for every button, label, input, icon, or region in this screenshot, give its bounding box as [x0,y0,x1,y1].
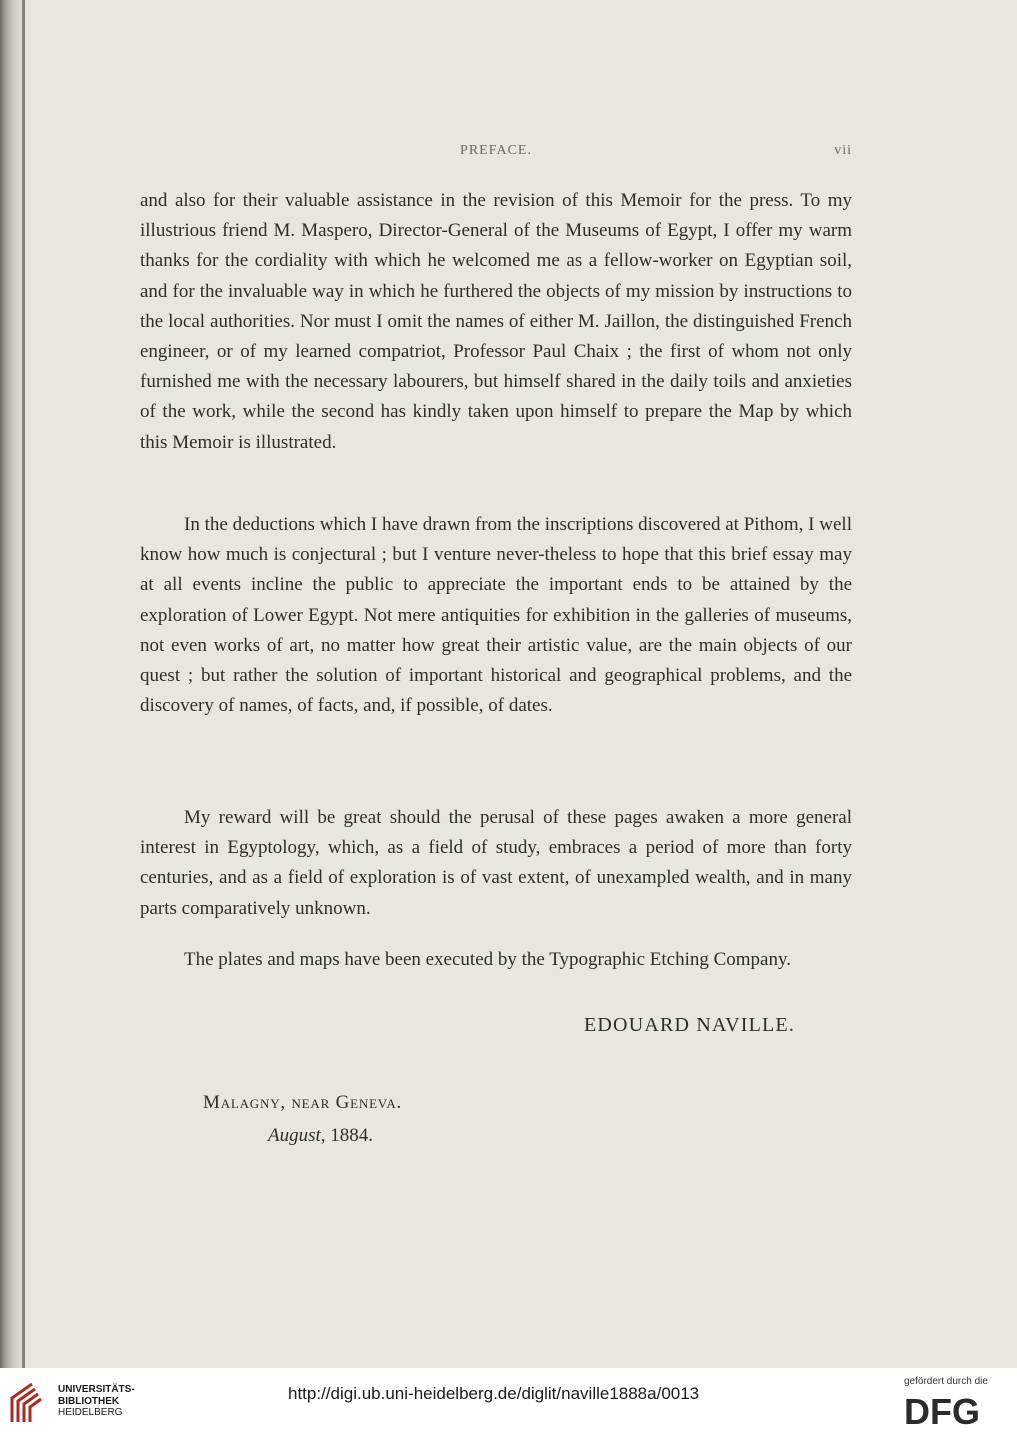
date-month: August [268,1125,321,1146]
paragraph-acknowledgements: and also for their valuable assistance in the revision of this Memoir for the press. To my illustrious friend M. Maspero, Director-General of the Museums of Egypt, I offer my warm thanks for the cordiality with which he welcomed me as a fellow-worker on Egyptian soil, and for the invaluable way in which he furthered the objects of my mission by instructions to the local authorities. Nor must I omit the names of either M. Jaillon, the distinguished French engineer, or of my learned compatriot, Professor Paul Chaix ; the first of whom not only furnished me with the necessary labourers, but himself shared in the daily toils and anxieties of the work, while the second has kindly taken upon himself to prepare the Map by which this Memoir is illustrated. [140,190,852,453]
page-number: vii [834,143,852,158]
paragraph-plates: The plates and maps have been executed by the Typographic Etching Company. [184,949,792,970]
viewer-footer [0,1368,1017,1440]
library-line-1: UNIVERSITÄTS- [58,1384,135,1395]
dfg-logo-text: DFG [904,1394,980,1428]
library-name [58,1384,135,1419]
library-line-2: BIBLIOTHEK [58,1395,120,1407]
place-line: Malagny, near Geneva. [203,1092,403,1113]
funding-note: gefördert durch die [904,1376,988,1387]
running-head [140,143,852,163]
date-line [268,1125,373,1147]
library-line-3: HEIDELBERG [58,1407,123,1418]
running-title: PREFACE. [460,143,532,158]
paragraph-deductions: In the deductions which I have drawn from the inscriptions discovered at Pithom, I well know how much is conjectural ; but I venture never-theless to hope that this brief essay may at all events incline the public to appreciate the important ends to be attained by the exploration of Lower Egypt. Not mere antiquities for exhibition in the galleries of museums, not even works of art, no matter how great their artistic value, are the main objects of our quest ; but rather the solution of important historical and geographical problems, and the discovery of names, of facts, and, if possible, of dates. [140,514,852,717]
binding-line [22,0,25,1368]
dfg-logo-icon [904,1394,1006,1428]
library-logo-icon [8,1380,54,1426]
paragraph-reward: My reward will be great should the perusal of these pages awaken a more general interest in Egyptology, which, as a field of study, embraces a period of more than forty centuries, and as a field of exploration is of vast extent, of unexampled wealth, and in many parts comparatively unknown. [140,807,852,919]
permalink-url[interactable]: http://digi.ub.uni-heidelberg.de/diglit/naville1888a/0013 [288,1384,700,1403]
author-signature: EDOUARD NAVILLE. [584,1014,796,1036]
date-year: , 1884. [320,1125,374,1146]
